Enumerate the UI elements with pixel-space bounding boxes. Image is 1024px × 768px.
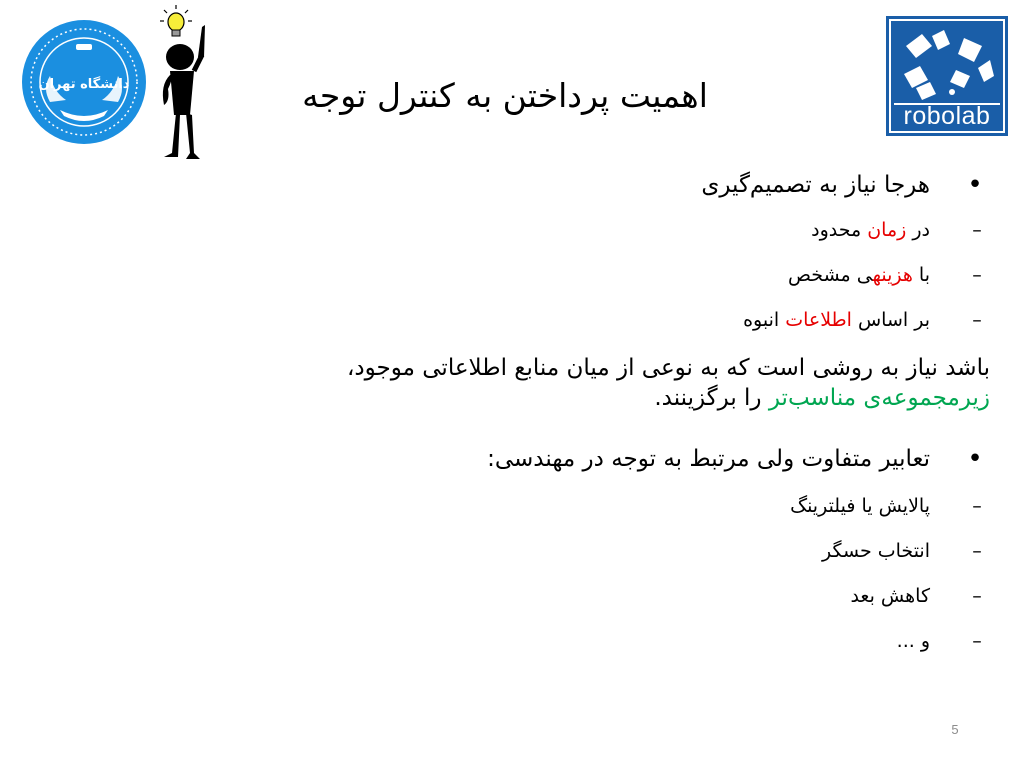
sub-item-text: انبوه — [743, 309, 786, 331]
page-number: 5 — [951, 722, 959, 737]
university-seal-logo — [20, 18, 148, 146]
paragraph-line: باشد نیاز به روشی است که به نوعی از میان منابع اطلاعاتی موجود، — [346, 355, 990, 381]
dash-marker: – — [972, 264, 982, 286]
university-seal-text: دانشگاه تهران — [38, 77, 130, 92]
sub-item-text: با — [912, 264, 930, 286]
dash-marker: – — [972, 495, 982, 517]
dash-marker: – — [972, 219, 982, 241]
dash-marker: – — [972, 585, 982, 607]
sub-item-text: محدود — [811, 219, 868, 241]
dash-marker: – — [972, 630, 982, 652]
sub-item — [788, 261, 982, 289]
sub-item-text: بر اساس — [851, 309, 930, 331]
highlight-text: هزینه — [872, 264, 913, 286]
highlight-text: زمان — [867, 219, 907, 241]
sub-item — [790, 492, 982, 520]
body-paragraph — [160, 353, 990, 413]
robolab-wordmark: robolab — [903, 102, 991, 130]
bullet-text: تعابیر متفاوت ولی مرتبط به توجه در مهندسی: — [487, 446, 930, 472]
paragraph-line — [160, 383, 990, 413]
sub-item-text: و ... — [896, 630, 930, 652]
bullet-item — [701, 170, 983, 200]
sub-item — [811, 216, 982, 244]
sub-item — [850, 582, 982, 610]
dash-marker: – — [972, 309, 982, 331]
sub-item-text: کاهش بعد — [850, 585, 930, 607]
highlight-text: اطلاعات — [785, 309, 852, 331]
highlight-text: زیرمجموعه‌ی مناسب‌تر — [768, 385, 990, 411]
slide-title: اهمیت پرداختن به کنترل توجه — [302, 76, 708, 115]
sub-item-text: در — [906, 219, 930, 241]
sub-item — [822, 537, 982, 565]
robolab-logo — [886, 16, 1008, 136]
paragraph-text: را برگزینند. — [654, 385, 769, 411]
dash-marker: – — [972, 540, 982, 562]
sub-item — [896, 627, 982, 655]
bullet-marker: • — [967, 444, 983, 474]
sub-item-text: انتخاب حسگر — [822, 540, 930, 562]
bullet-marker: • — [967, 170, 983, 200]
bullet-item — [487, 444, 983, 474]
thinking-figure-icon — [150, 5, 212, 165]
bullet-text: هرجا نیاز به تصمیم‌گیری — [701, 172, 930, 198]
slide-body — [160, 160, 990, 700]
sub-item — [743, 306, 982, 334]
sub-item-text: ی مشخص — [788, 264, 873, 286]
sub-item-text: پالایش یا فیلترینگ — [790, 495, 930, 517]
